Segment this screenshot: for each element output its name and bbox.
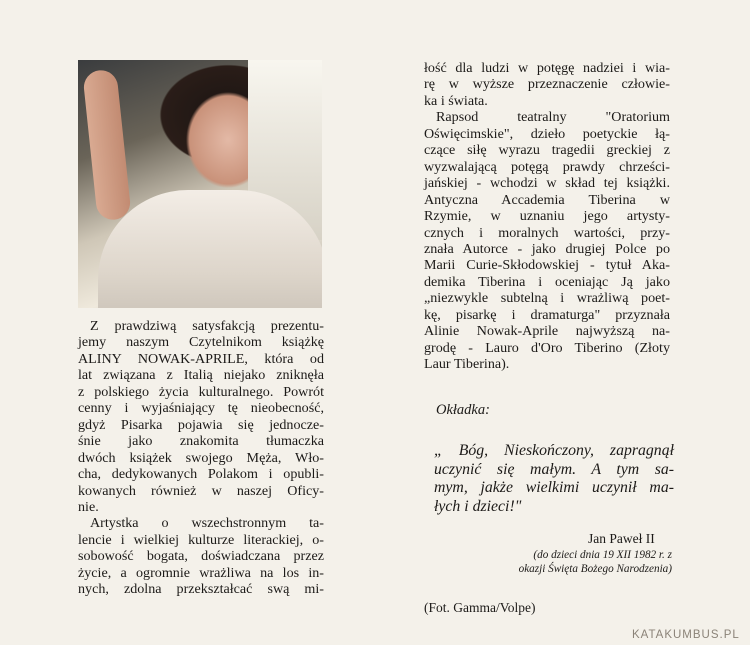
quote-line: uczynić się małym. A tym sa-: [434, 460, 674, 478]
text-line: cha, dedykowanych Polakom i opubli-: [78, 466, 324, 483]
text-line: ka i świata.: [424, 92, 488, 109]
photo-credit: (Fot. Gamma/Volpe): [424, 600, 536, 615]
text-line: sobowość bogata, doświadczana przez: [78, 548, 324, 565]
raised-arm: [82, 69, 131, 222]
text-line: lencie i wielkiej kulturze literackiej, o-: [78, 531, 324, 548]
text-line: demika Tiberina i oceniając Ją jako: [424, 273, 670, 290]
text-line: dwóch książek swojego Męża, Wło-: [78, 449, 324, 466]
text-line: lat związana z Italią niejako zniknęła: [78, 367, 324, 384]
white-blouse: [98, 190, 322, 308]
cover-quote: [434, 442, 674, 516]
watermark: KATAKUMBUS.PL: [632, 629, 740, 641]
text-line: „niezwykle subtelną i wrażliwą poet-: [424, 290, 670, 307]
text-line: nie.: [78, 498, 99, 515]
text-line: śnie jako znakomita tłumaczka: [78, 433, 324, 450]
right-column-text: [424, 60, 670, 373]
text-line: znała Autorce - jako drugiej Polce po: [424, 240, 670, 257]
quote-occasion: [500, 548, 672, 576]
text-line: jańskiej - wchodzi w skład tej książki.: [424, 175, 670, 192]
text-line: cenny i wyjaśniający tę nieobecność,: [78, 400, 324, 417]
text-line: Laur Tiberina).: [424, 356, 510, 373]
quote-line: „ Bóg, Nieskończony, zapragnął: [434, 442, 674, 459]
text-line: Z prawdziwą satysfakcją prezentu-: [90, 318, 324, 334]
text-line: Artystka o wszechstronnym ta-: [90, 515, 324, 532]
quote-line: mym, jakże wielkimi uczynił ma-: [434, 479, 674, 497]
text-line: Rzymie, w uznaniu jego artysty-: [424, 208, 670, 225]
text-line: kę, pisarkę i dramaturga" przyznała: [424, 306, 670, 323]
text-line: Oświęcimskie", dzieło poetyckie łą-: [424, 125, 670, 142]
text-line: grodę - Lauro d'Oro Tiberino (Złoty: [424, 339, 670, 356]
text-line: nych, zdolna przekształcać swą mi-: [78, 581, 324, 598]
author-photo: [78, 60, 322, 308]
cover-label: Okładka:: [436, 402, 490, 418]
text-line: Marii Curie-Skłodowskiej - tytuł Aka-: [424, 257, 670, 274]
text-line: Antyczna Accademia Tiberina w: [424, 191, 670, 208]
occasion-line: okazji Święta Bożego Narodzenia): [518, 563, 672, 576]
text-line: wyzwalającą potęgą prawdy chrześci-: [424, 158, 670, 175]
text-line: łość dla ludzi w potęgę nadziei i wia-: [424, 60, 670, 76]
text-line: kowanych również w naszej Oficy-: [78, 482, 324, 499]
text-line: życie, a ogromnie wrażliwa na los in-: [78, 564, 324, 581]
quote-line: łych i dzieci!": [434, 497, 522, 515]
text-line: ALINY NOWAK-APRILE, która od: [78, 350, 324, 367]
text-line: rę w wyższe przeznaczenie człowie-: [424, 76, 670, 93]
text-line: jemy naszym Czytelnikom książkę: [78, 334, 324, 351]
text-line: Alinie Nowak-Aprile najwyższą na-: [424, 323, 670, 340]
occasion-line: (do dzieci dnia 19 XII 1982 r. z: [533, 549, 672, 561]
text-line: cznych i moralnych wartości, przy-: [424, 224, 670, 241]
text-line: Rapsod teatralny "Oratorium: [436, 109, 670, 126]
quote-author: Jan Paweł II: [588, 531, 655, 546]
text-line: z polskiego życia kulturalnego. Powrót: [78, 383, 324, 400]
text-line: gdyż Pisarka pojawia się jednocze-: [78, 416, 324, 433]
left-column-text: [78, 318, 324, 598]
text-line: czące siłę wyrazu tragedii greckiej z: [424, 142, 670, 159]
